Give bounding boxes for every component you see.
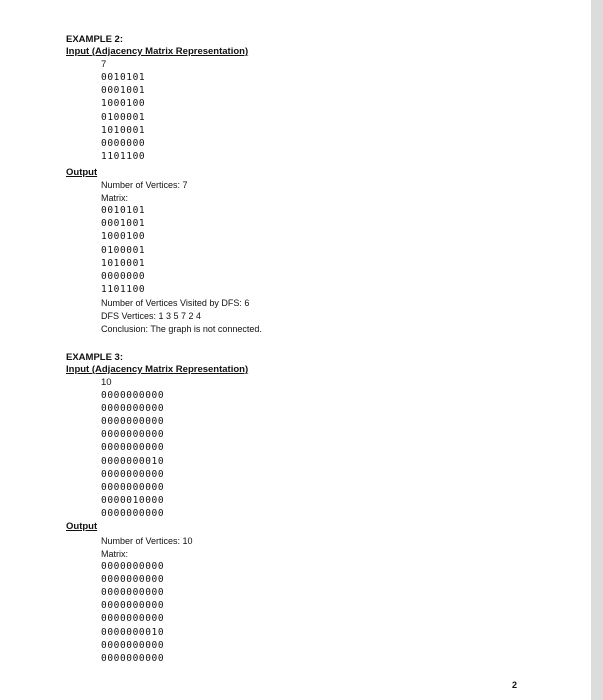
matrix-row: 1010001	[101, 257, 146, 269]
matrix-row: 0000000000	[101, 574, 165, 586]
example-2-matrix-label: Matrix:	[101, 193, 128, 203]
matrix-row: 0000000000	[101, 442, 165, 454]
matrix-row: 0000000000	[101, 468, 165, 480]
matrix-row: 0000000000	[101, 429, 165, 441]
matrix-row: 1000100	[101, 231, 146, 243]
example-2-visited-line: Number of Vertices Visited by DFS: 6	[101, 298, 250, 308]
matrix-row: 1010001	[101, 124, 146, 136]
matrix-row: 0000000000	[101, 416, 165, 428]
matrix-row: 0000000000	[101, 639, 165, 651]
matrix-row: 0000000000	[101, 600, 165, 612]
page-number: 2	[512, 680, 518, 690]
example-2-conclusion-line: Conclusion: The graph is not connected.	[101, 324, 262, 334]
matrix-row: 0000000000	[101, 390, 165, 401]
matrix-row: 0000000000	[101, 587, 165, 599]
matrix-row: 0001001	[101, 218, 146, 230]
page-edge	[591, 0, 603, 700]
example-3-output-heading: Output	[66, 521, 98, 532]
matrix-row: 0000000000	[101, 561, 165, 572]
matrix-row: 0010101	[101, 205, 146, 216]
matrix-row: 0000010000	[101, 494, 165, 506]
matrix-row: 0000000000	[101, 652, 165, 664]
example-2-output-heading: Output	[66, 167, 98, 178]
matrix-row: 1101100	[101, 151, 146, 163]
matrix-row: 1101100	[101, 284, 146, 296]
matrix-row: 0001001	[101, 85, 146, 97]
example-2-input-heading: Input (Adjacency Matrix Representation)	[66, 46, 249, 57]
matrix-row: 0000000010	[101, 626, 165, 638]
matrix-row: 0000000010	[101, 455, 165, 467]
matrix-row: 0000000000	[101, 613, 165, 625]
example-3-input-n: 10	[101, 377, 112, 388]
example-2-vertices-line: Number of Vertices: 7	[101, 180, 188, 190]
matrix-row: 1000100	[101, 98, 146, 110]
matrix-row: 0100001	[101, 244, 146, 256]
example-3-input-heading: Input (Adjacency Matrix Representation)	[66, 364, 249, 375]
example-3-matrix-label: Matrix:	[101, 549, 128, 559]
example-3-vertices-line: Number of Vertices: 10	[101, 536, 193, 546]
matrix-row: 0000000	[101, 271, 146, 282]
matrix-row: 0000000000	[101, 481, 165, 493]
matrix-row: 0000000000	[101, 507, 165, 519]
matrix-row: 0000000	[101, 138, 146, 149]
matrix-row: 0000000000	[101, 403, 165, 415]
matrix-row: 0010101	[101, 72, 146, 83]
matrix-row: 0100001	[101, 111, 146, 123]
example-2-dfs-line: DFS Vertices: 1 3 5 7 2 4	[101, 311, 202, 321]
example-2-title: EXAMPLE 2:	[66, 34, 124, 45]
example-3-title: EXAMPLE 3:	[66, 352, 124, 363]
example-2-input-n: 7	[101, 59, 107, 70]
